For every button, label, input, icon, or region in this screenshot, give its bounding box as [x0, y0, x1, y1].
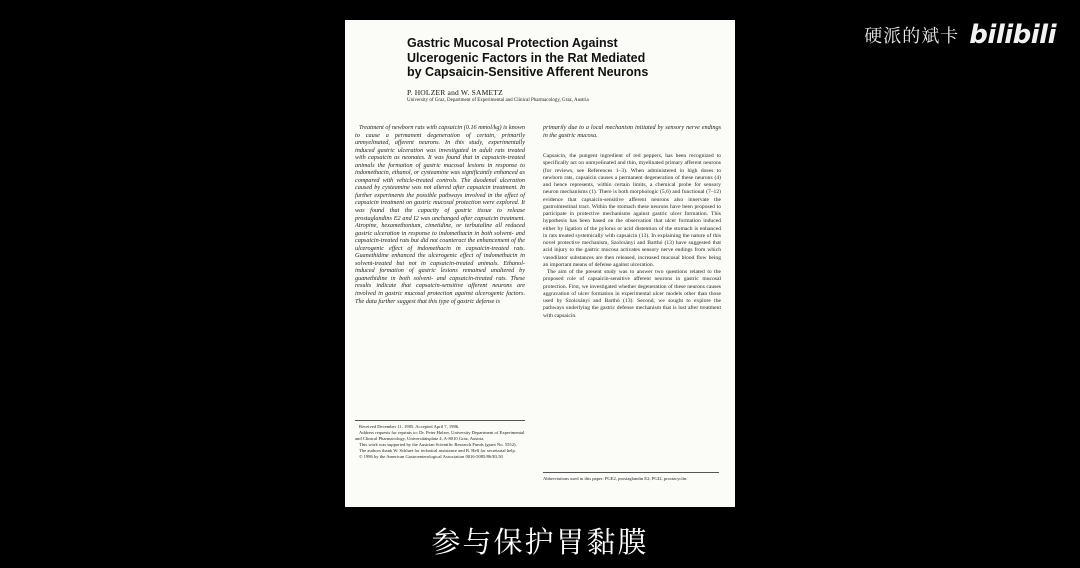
footnote: This work was supported by the Austrian Scientific Research Funds (grant No. 5552).	[359, 441, 517, 447]
video-watermark	[864, 20, 1056, 50]
footnote: Received December 11, 1985. Accepted April 7, 1986.	[359, 424, 460, 429]
abbreviations-note	[543, 472, 719, 482]
footnote: The authors thank W. Schluet for technical assistance and B. Hell for secretarial help.	[359, 447, 516, 453]
abstract-continued: primarily due to a local mechanism initiated by sensory nerve endings in the gastric mucosa.	[543, 124, 721, 139]
paper-page	[345, 20, 735, 507]
bilibili-logo: bilibili	[969, 20, 1056, 50]
right-column	[543, 124, 721, 320]
left-column	[355, 124, 525, 305]
paper-authors: P. HOLZER and W. SAMETZ	[407, 87, 503, 97]
footnote: © 1986 by the American Gastroenterological Association 0016-5085/86/$3.50	[359, 453, 503, 459]
footnotes	[355, 420, 525, 459]
channel-name: 硬派的斌卡	[864, 26, 960, 47]
body-paragraph: Capsaicin, the pungent ingredient of red peppers, has been recognized to specifically act on unmyelinated and thin, myelinated primary afferent neurons (for reviews, see References 1–3). When administered in high doses to newborn rats, capsaicin causes a permanent degeneration of these neurons (4) and hence represents, within certain limits, a chemical probe for sensory neuron mechanisms (1). There is both morphologic (5,6) and functional (7–12) evidence that capsaicin-sensitive afferent neurons also innervate the gastrointestinal tract. Within the stomach these neurons have been proposed to participate in protective mechanisms against gastric ulcer formation. This hypothesis has been based on the observation that ulcer formation induced either by ligation of the pylorus or acid distention of the stomach is enhanced in rats treated systemically with capsaicin (13). In explaining the nature of this novel protective mechanism, Szolcsányi and Barthó (13) have suggested that acid injury to the gastric mucosa activates sensory nerve endings from which vasodilator substances are then released, increased mucosal blood flow being an important means of defense against ulceration.	[543, 153, 721, 268]
body-paragraph: The aim of the present study was to answer two questions related to the proposed role of capsaicin-sensitive afferent neurons in gastric mucosal protection. First, we investigated whether degeneration of these neurons causes aggravation of ulcer formation in experimental ulcer models other than those used by Szolcsányi and Barthó (13). Second, we sought to explore the pathways underlying the gastric defense mechanism that is lost after treatment with capsaicin.	[543, 269, 721, 319]
abstract: Treatment of newborn rats with capsaicin (0.16 mmol/kg) is known to cause a permanent degeneration of certain, primarily unmyelinated, afferent neurons. In this study, experimentally induced gastric ulceration was investigated in adult rats treated with capsaicin as neonates. It was found that in capsaicin-treated animals the formation of gastric mucosal lesions in response to indomethacin, ethanol, or cysteamine was significantly enhanced as compared with vehicle-treated controls. The duodenal ulceration caused by cysteamine was not altered after capsaicin treatment. In further experiments the possible pathways involved in the effect of capsaicin treatment on gastric mucosal protection were explored. It was found that the capacity of gastric tissue to release prostaglandins E2 and I2 was unchanged after capsaicin treatment. Atropine, hexamethonium, cimetidine, or terbutaline all reduced gastric ulceration in response to indomethacin in both solvent- and capsaicin-treated rats but did not counteract the enhancement of the ulcerogenic effect of indomethacin in capsaicin-treated rats. Guanethidine enhanced the ulcerogenic effect of indomethacin in solvent-treated but not in capsaicin-treated animals. Ethanol-induced formation of gastric lesions remained unaltered by guanethidine in both solvent- and capsaicin-treated rats. These results indicate that capsaicin-sensitive afferent neurons are involved in gastric mucosal protection against ulcerogenic factors. The data further suggest that this type of gastric defense is	[355, 124, 525, 305]
paper-title	[407, 36, 721, 80]
title-line: Ulcerogenic Factors in the Rat Mediated	[407, 50, 646, 65]
video-subtitle: 参与保护胃黏膜	[431, 525, 649, 559]
title-line: by Capsaicin-Sensitive Afferent Neurons	[407, 65, 649, 79]
title-line: Gastric Mucosal Protection Against	[407, 36, 618, 50]
abbreviations-text: Abbreviations used in this paper: PGE2, prostaglandin E2; PGI2, prostacyclin.	[543, 476, 688, 481]
footnote: Address requests for reprints to: Dr. Peter Holzer, University Department of Experimental and Clinical Pharmacology, Universitätsplatz 4, A-8010 Graz, Austria.	[355, 429, 525, 441]
paper-affiliation: University of Graz, Department of Experimental and Clinical Pharmacology, Graz, Austria	[407, 97, 589, 103]
